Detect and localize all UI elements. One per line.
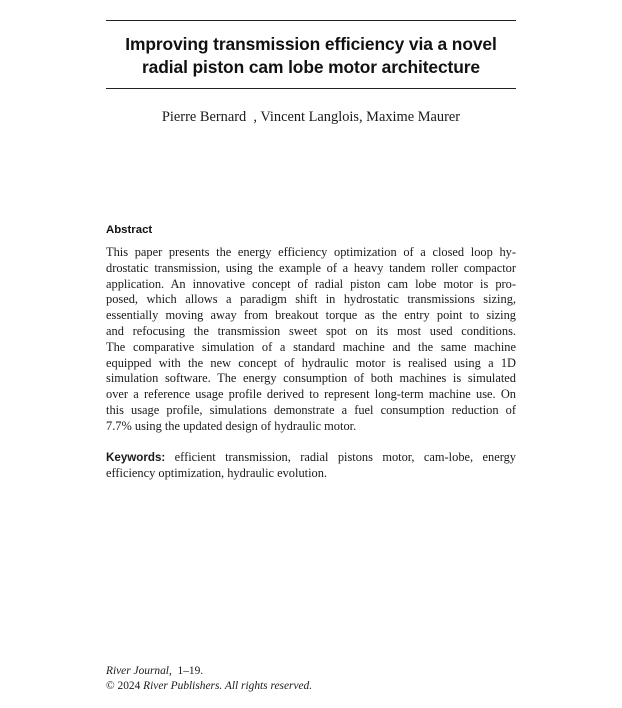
- abstract-line: simulation software. The energy consumption of both machines is simulated: [106, 371, 516, 386]
- paper-title-line-2: radial piston cam lobe motor architecture: [142, 57, 480, 77]
- title-bottom-rule: [106, 88, 516, 89]
- copyright-line: [106, 679, 312, 694]
- keywords-section: [106, 450, 516, 482]
- abstract-line: posed, which allows a paradigm shift in hydrostatic transmissions sizing,: [106, 292, 516, 307]
- abstract-line: and refocusing the transmission sweet spot on its most used conditions.: [106, 323, 516, 338]
- copyright-symbol: ©: [106, 680, 115, 692]
- abstract-line: equipped with the new concept of hydraulic motor is realised using a 1D: [106, 355, 516, 370]
- copyright-year: 2024: [117, 680, 141, 692]
- keywords-line-1: [106, 450, 516, 466]
- abstract-line: 7.7% using the updated design of hydraulic motor.: [106, 418, 357, 433]
- abstract-body: [106, 245, 516, 435]
- abstract-line: The comparative simulation of a standard machine and the same machine: [106, 339, 516, 354]
- journal-citation: [106, 664, 312, 679]
- page-footer: [106, 664, 312, 694]
- author-others: , Vincent Langlois, Maxime Maurer: [253, 109, 461, 125]
- journal-name: River Journal,: [106, 665, 172, 677]
- abstract-line: over a reference usage profile derived to represent long-term machine use. On: [106, 387, 516, 402]
- paper-title-line-1: Improving transmission efficiency via a novel: [125, 34, 497, 54]
- abstract-line: application. An innovative concept of radial piston cam lobe motor is pro-: [106, 276, 516, 291]
- keywords-line-2: efficiency optimization, hydraulic evolution.: [106, 465, 328, 480]
- journal-pages: 1–19.: [177, 665, 204, 677]
- copyright-holder: River Publishers. All rights reserved.: [143, 680, 313, 692]
- title-top-rule: [106, 20, 516, 21]
- keywords-label: Keywords:: [106, 451, 166, 464]
- keywords-text-1: efficient transmission, radial pistons motor, cam-lobe, energy: [165, 450, 516, 464]
- abstract-line: This paper presents the energy efficiency optimization of a closed loop hy-: [106, 245, 516, 259]
- author-list: [106, 108, 516, 126]
- paper-title: [106, 33, 516, 79]
- abstract-line: essentially moving away from breakout torque as the entry point to sizing: [106, 308, 516, 323]
- author-first: Pierre Bernard: [161, 109, 247, 125]
- abstract-heading: Abstract: [106, 224, 153, 236]
- abstract-line: this usage profile, simulations demonstrate a fuel consumption reduction of: [106, 402, 516, 417]
- abstract-line: drostatic transmission, using the example of a heavy tandem roller compactor: [106, 260, 516, 275]
